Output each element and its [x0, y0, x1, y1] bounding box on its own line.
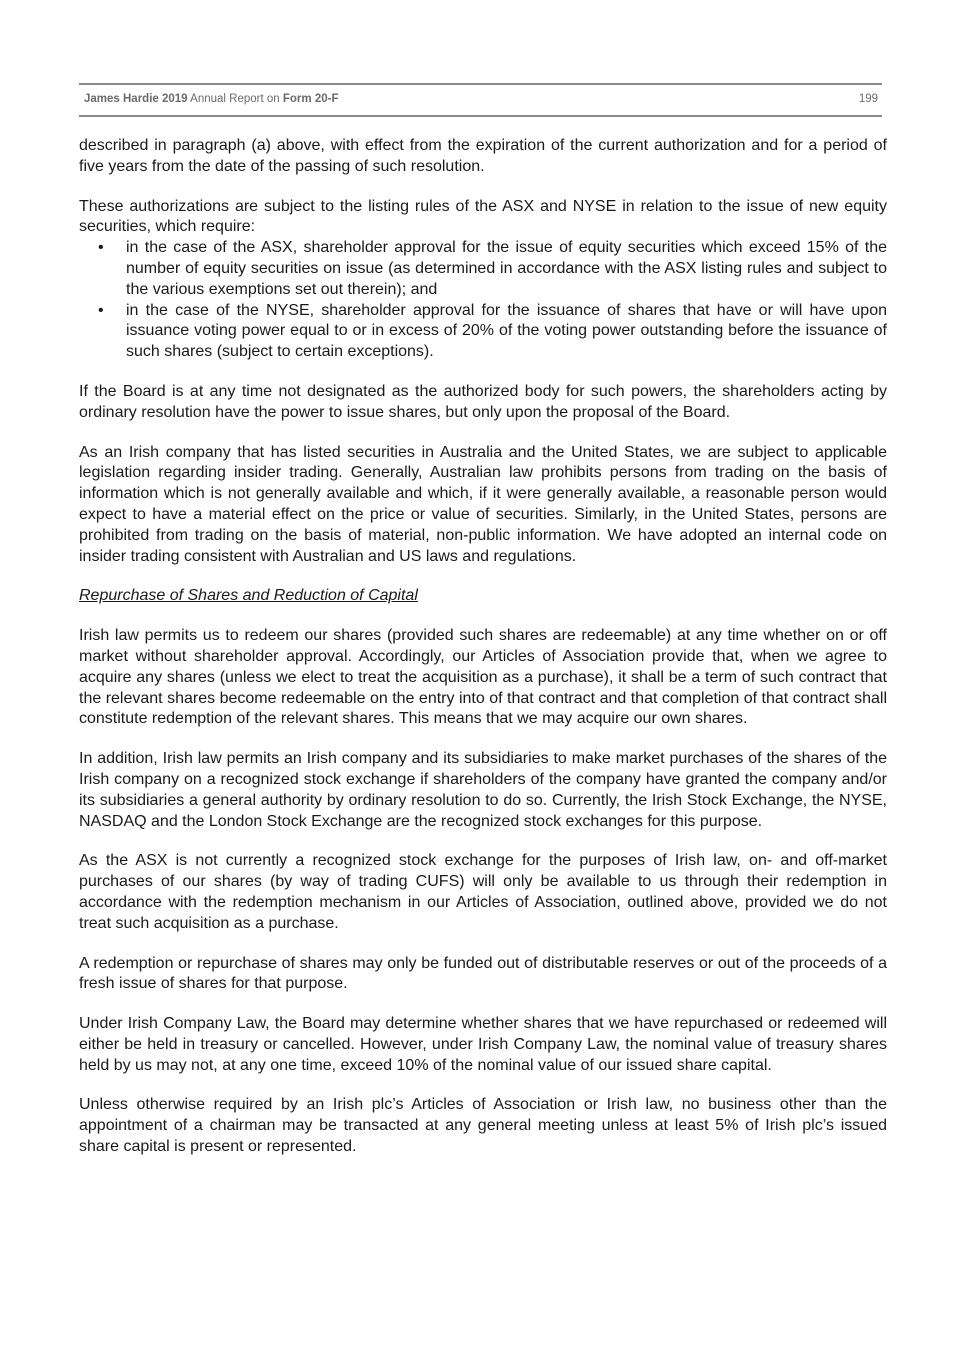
bullet-text: in the case of the ASX, shareholder approval for the issue of equity securities which exceed 15% of the number of equity securities on issue (as determined in accordance with the ASX listing rules and subject to the various exemptions set out therein); and [126, 239, 887, 298]
header-middle: Annual Report on [190, 93, 280, 105]
paragraph: Under Irish Company Law, the Board may determine whether shares that we have repurchased or redeemed will either be held in treasury or cancelled. However, under Irish Company Law, the nominal value of treasury shares held by us may not, at any one time, exceed 10% of the nominal value of our issued share capital. [79, 1015, 887, 1074]
page-header [79, 83, 882, 117]
bullet-icon: • [98, 239, 104, 257]
paragraph: A redemption or repurchase of shares may only be funded out of distributable reserves or out of the proceeds of a fresh issue of shares for that purpose. [79, 954, 887, 993]
header-year: 2019 [162, 93, 188, 105]
header-form: Form 20-F [282, 93, 339, 105]
header-company: James Hardie [84, 93, 159, 105]
document-body [79, 136, 887, 1177]
bullet-list [79, 238, 887, 363]
header-title [84, 93, 338, 105]
page-number: 199 [858, 93, 878, 105]
paragraph: These authorizations are subject to the listing rules of the ASX and NYSE in relation to the issue of new equity securities, which require: [79, 197, 887, 236]
paragraph: As the ASX is not currently a recognized stock exchange for the purposes of Irish law, on- and off-market purchases of our shares (by way of trading CUFS) will only be available to us through their redemption in accordance with the redemption mechanism in our Articles of Association, outlined above, provided we do not treat such acquisition as a purchase. [79, 852, 887, 932]
paragraph: described in paragraph (a) above, with effect from the expiration of the current authorization and for a period of five years from the date of the passing of such resolution. [79, 137, 887, 175]
bullet-text: in the case of the NYSE, shareholder approval for the issuance of shares that have or will have upon issuance voting power equal to or in excess of 20% of the voting power outstanding before the issuance of such shares (subject to certain exceptions). [126, 301, 887, 361]
paragraph: As an Irish company that has listed securities in Australia and the United States, we are subject to applicable legislation regarding insider trading. Generally, Australian law prohibits persons from trading on the basis of information which is not generally available and which, if it were generally available, a reasonable person would expect to have a material effect on the price or value of securities. Similarly, in the United States, persons are prohibited from trading on the basis of material, non-public information. We have adopted an internal code on insider trading consistent with Australian and US laws and regulations. [79, 443, 887, 565]
paragraph: Irish law permits us to redeem our shares (provided such shares are redeemable) at any time whether on or off market without shareholder approval. Accordingly, our Articles of Association provide that, when we agree to acquire any shares (unless we elect to treat the acquisition as a purchase), it shall be a term of such contract that the relevant shares become redeemable on the entry into of that contract and that completion of that contract shall constitute redemption of the relevant shares. This means that we may acquire our own shares. [79, 627, 887, 728]
bullet-icon: • [98, 301, 104, 319]
paragraph: In addition, Irish law permits an Irish company and its subsidiaries to make market purchases of the shares of the Irish company on a recognized stock exchange if shareholders of the company have granted the company and/or its subsidiaries a general authority by ordinary resolution to do so. Currently, the Irish Stock Exchange, the NYSE, NASDAQ and the London Stock Exchange are the recognized stock exchanges for this purpose. [79, 750, 887, 830]
bullet-item [79, 301, 887, 363]
section-heading: Repurchase of Shares and Reduction of Capital [79, 587, 418, 605]
bullet-item [79, 238, 887, 300]
paragraph: Unless otherwise required by an Irish plc’s Articles of Association or Irish law, no business other than the appointment of a chairman may be transacted at any general meeting unless at least 5% of Irish plc’s issued share capital is present or represented. [79, 1096, 887, 1156]
paragraph: If the Board is at any time not designated as the authorized body for such powers, the shareholders acting by ordinary resolution have the power to issue shares, but only upon the proposal of the Board. [79, 382, 887, 421]
